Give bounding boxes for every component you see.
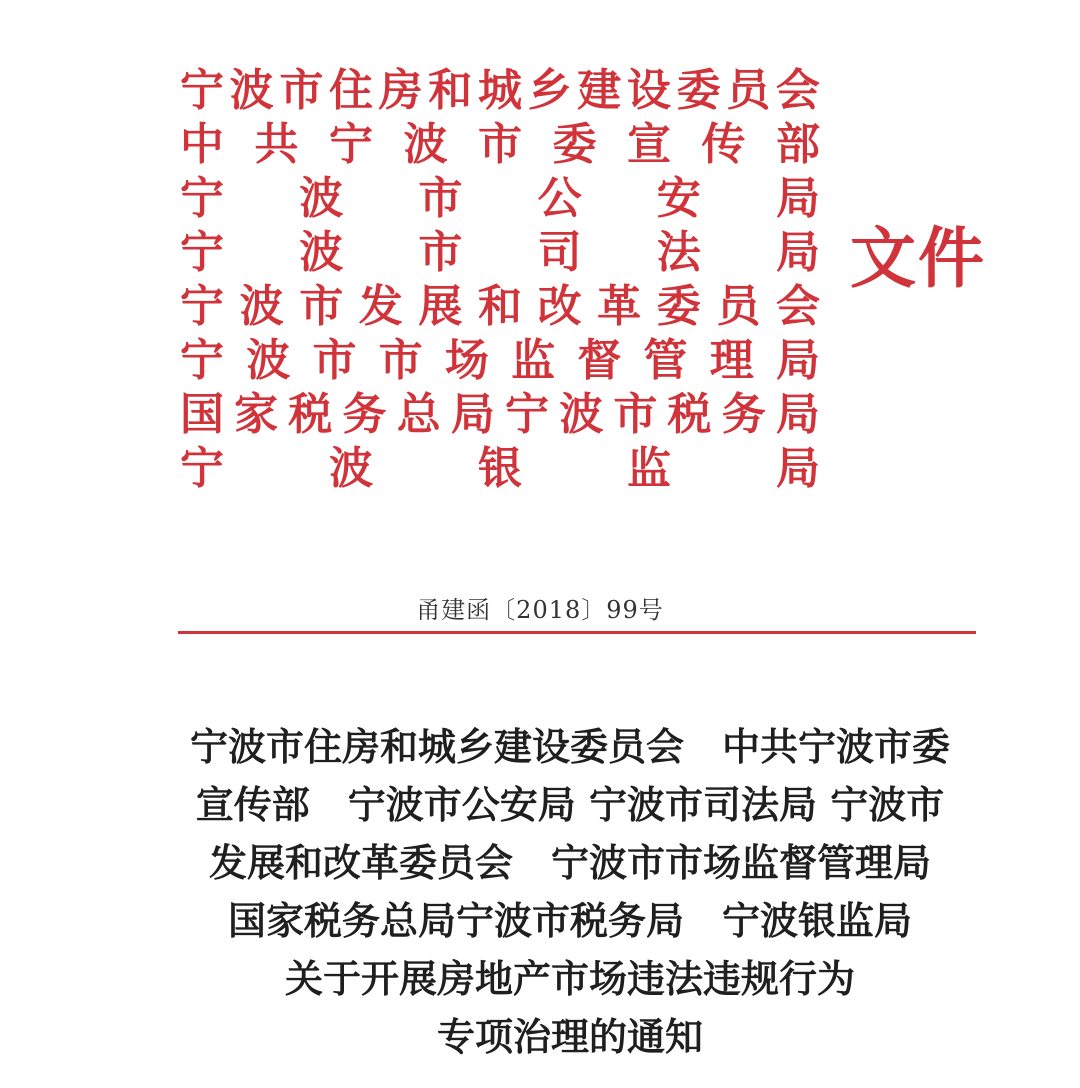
issuer-line [180,442,820,496]
issuer-char: 督 [577,335,622,386]
red-divider-rule [178,631,976,634]
issuer-char: 理 [709,335,754,386]
issuer-char: 宣 [627,119,671,170]
issuer-char: 局 [775,335,820,386]
issuer-char: 宁 [180,227,224,278]
document-number: 甬建函〔2018〕99号 [416,596,664,624]
issuer-char: 部 [776,119,820,170]
issuer-char: 务 [342,389,387,440]
issuer-char: 场 [444,335,489,386]
issuer-char: 员 [716,281,761,332]
issuer-char: 住 [328,65,373,116]
issuer-char: 局 [775,389,820,440]
issuer-char: 总 [396,389,441,440]
issuer-char: 市 [418,173,463,224]
issuer-char: 和 [477,281,522,332]
issuer-char: 宁 [329,119,373,170]
issuer-char: 共 [254,119,299,170]
issuer-char: 市 [418,227,463,278]
issuer-line [180,172,820,226]
issuer-char: 公 [537,173,582,224]
title-line: 专项治理的通知 [436,1014,703,1059]
issuer-char: 改 [537,281,582,332]
issuer-char: 监 [627,443,671,494]
issuer-char: 税 [667,389,712,440]
issuer-char: 发 [358,281,403,332]
issuer-char: 宁 [180,65,224,116]
issuer-char: 波 [299,173,344,224]
issuer-char: 建 [577,65,622,116]
issuer-char: 管 [643,335,688,386]
issuer-char: 宁 [505,389,550,440]
issuer-list [180,64,820,496]
issuer-char: 和 [428,65,473,116]
title-line: 宁波市住房和城乡建设委员会 中共宁波市委 [189,724,950,769]
document-title [140,718,1000,1066]
issuer-char: 波 [299,227,344,278]
issuer-char: 局 [775,227,820,278]
title-line: 宣传部 宁波市公安局 宁波市司法局 宁波市 [195,782,945,827]
issuer-char: 市 [279,65,324,116]
issuer-line [180,334,820,388]
issuer-char: 局 [775,173,820,224]
issuer-char: 设 [626,65,671,116]
issuer-char: 税 [288,389,333,440]
issuer-char: 乡 [527,65,572,116]
issuer-char: 务 [721,389,766,440]
issuer-char: 展 [418,281,463,332]
issuer-char: 局 [450,389,495,440]
document-type-word: 文件 [850,219,986,297]
issuer-char: 波 [246,335,291,386]
issuer-char: 会 [775,281,820,332]
issuer-char: 市 [312,335,357,386]
issuer-char: 市 [378,335,423,386]
issuer-line [180,226,820,280]
issuer-char: 宁 [180,443,224,494]
issuer-char: 法 [656,227,701,278]
issuer-char: 房 [378,65,423,116]
issuer-char: 波 [403,119,448,170]
issuer-char: 市 [299,281,344,332]
title-line: 关于开展房地产市场违法违规行为 [284,956,855,1001]
issuer-char: 传 [701,119,746,170]
issuer-char: 中 [180,119,224,170]
issuer-char: 委 [676,65,721,116]
issuer-char: 市 [613,389,658,440]
issuer-char: 银 [478,443,522,494]
issuer-char: 局 [776,443,820,494]
issuer-char: 波 [229,65,274,116]
issuer-char: 波 [239,281,284,332]
issuer-char: 宁 [180,281,224,332]
title-line: 国家税务总局宁波市税务局 宁波银监局 [227,898,912,943]
issuer-char: 波 [329,443,373,494]
issuer-line [180,118,820,172]
issuer-char: 监 [511,335,556,386]
issuer-char: 会 [775,65,820,116]
issuer-char: 革 [597,281,642,332]
issuer-char: 委 [656,281,701,332]
issuer-char: 国 [180,389,224,440]
title-line: 发展和改革委员会 宁波市市场监督管理局 [208,840,931,885]
issuer-char: 市 [478,119,522,170]
issuer-line [180,280,820,334]
issuer-line [180,388,820,442]
issuer-char: 司 [537,227,582,278]
issuer-char: 城 [477,65,522,116]
issuer-char: 员 [726,65,771,116]
issuer-char: 家 [234,389,279,440]
issuer-line [180,64,820,118]
issuer-char: 宁 [180,173,224,224]
issuer-char: 安 [656,173,701,224]
issuer-char: 委 [552,119,597,170]
issuer-char: 宁 [180,335,224,386]
issuer-char: 波 [559,389,604,440]
